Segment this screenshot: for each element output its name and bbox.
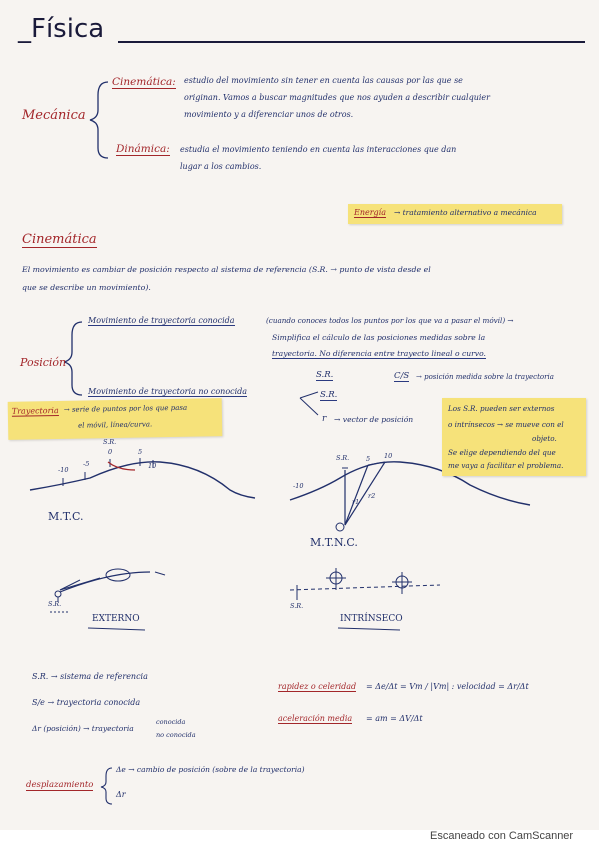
externo-caption: EXTERNO xyxy=(92,614,140,624)
sr-note-line1: Los S.R. pueden ser externos xyxy=(448,404,555,413)
desplazamiento-line1: Δe → cambio de posición (sobre de la trayectoria) xyxy=(116,765,305,774)
trayectoria-label: Trayectoria xyxy=(11,405,59,416)
trayectoria-text2: el móvil, línea/curva. xyxy=(78,420,153,430)
mtc-num-5: 5 xyxy=(138,448,143,456)
mtc-caption: M.T.C. xyxy=(48,510,84,523)
sr-note-line4: Se elige dependiendo del que xyxy=(448,448,556,457)
aceleracion-label: aceleración media xyxy=(278,714,353,723)
mecanica-label: Mecánica xyxy=(22,108,86,123)
posicion-label: Posición xyxy=(20,356,67,369)
sr-note-line5: me vaya a facilitar el problema. xyxy=(448,461,564,470)
trayectoria-text1: → serie de puntos por los que pasa xyxy=(63,403,188,414)
camscanner-footer: Escaneado con CamScanner xyxy=(430,830,574,842)
aceleracion-formula: = am = ΔV/Δt xyxy=(366,714,423,723)
ar-no-conocida: no conocida xyxy=(156,731,196,739)
cinematica-def-line2: originan. Vamos a buscar magnitudes que nos ayuden a describir cualquier xyxy=(184,93,490,102)
dinamica-def-line1: estudia el movimiento teniendo en cuenta las interacciones que dan xyxy=(180,145,457,154)
mtnc-r2: r2 xyxy=(368,492,376,500)
sc-definition: S/e → trayectoria conocida xyxy=(32,698,141,707)
cinematica-def-line1: estudio del movimiento sin tener en cuenta las causas por las que se xyxy=(184,76,463,85)
desplazamiento-line2: Δr xyxy=(116,790,126,799)
page-title: _Física xyxy=(18,14,105,44)
movimiento-def-line2: que se describe un movimiento). xyxy=(22,283,151,292)
energia-text: → tratamiento alternativo a mecánica xyxy=(394,208,537,217)
cs-label: C/S xyxy=(394,371,410,381)
ar-conocida: conocida xyxy=(156,718,186,726)
intrinseco-caption: INTRÍNSECO xyxy=(340,614,403,624)
mtc-num-0: 0 xyxy=(108,448,113,456)
trayectoria-sticky-note xyxy=(8,398,223,440)
externo-diagram xyxy=(50,569,165,612)
mtc-title: Movimiento de trayectoria conocida xyxy=(88,316,235,325)
mtc-line1: (cuando conoces todos los puntos por los que va a pasar el móvil) → xyxy=(266,316,514,325)
mtnc-r1: r1 xyxy=(352,498,360,506)
intrinseco-sr-label: S.R. xyxy=(290,602,304,610)
mtc-num-neg10: -10 xyxy=(58,466,69,474)
desplazamiento-label: desplazamiento xyxy=(26,780,94,790)
cinematica-term: Cinemática: xyxy=(112,76,176,88)
mtc-line3: trayectoria. No diferencia entre trayecto lineal o curvo. xyxy=(272,349,486,358)
rapidez-formula: = Δe/Δt = Vm / |Vm| : velocidad = Δr/Δt xyxy=(366,682,529,691)
mtnc-num-10: 10 xyxy=(384,452,393,460)
mtc-num-10: 10 xyxy=(148,462,157,470)
movimiento-def-line1: El movimiento es cambiar de posición respecto al sistema de referencia (S.R. → punto de vista desde el xyxy=(22,265,431,274)
mtc-diagram xyxy=(30,458,255,498)
title-text: Física xyxy=(31,14,105,44)
r-vector: r xyxy=(322,414,327,424)
mtnc-sr-label: S.R. xyxy=(336,454,350,462)
mtc-sr-label: S.R. xyxy=(103,438,117,446)
energia-sticky-note xyxy=(348,204,562,224)
mtc-line2: Simplifica el cálculo de las posiciones medidas sobre la xyxy=(272,333,486,342)
r-vector-text: → vector de posición xyxy=(334,415,414,424)
externo-sr-label: S.R. xyxy=(48,600,62,608)
rapidez-label: rapidez o celeridad xyxy=(278,682,357,691)
energia-label: Energía xyxy=(354,208,386,217)
sr-note-line2: o intrínsecos → se mueve con el xyxy=(448,420,564,429)
mtnc-num-5: 5 xyxy=(366,455,371,463)
mtnc-num-neg10: -10 xyxy=(293,482,304,490)
sr-label-2: S.R. xyxy=(320,390,338,400)
mtnc-caption: M.T.N.C. xyxy=(310,536,358,549)
intrinseco-diagram xyxy=(290,568,440,600)
sr-definition: S.R. → sistema de referencia xyxy=(32,672,148,681)
mtnc-title: Movimiento de trayectoria no conocida xyxy=(88,387,248,396)
sr-note-line3: objeto. xyxy=(532,434,557,443)
ar-definition: Δr (posición) → trayectoria xyxy=(32,724,134,733)
cinematica-def-line3: movimiento y a diferenciar unos de otros. xyxy=(184,110,354,119)
mtc-num-neg5: -5 xyxy=(83,460,90,468)
dinamica-def-line2: lugar a los cambios. xyxy=(180,162,262,171)
dinamica-term: Dinámica: xyxy=(116,143,170,155)
cinematica-heading: Cinemática xyxy=(22,232,97,247)
cs-text: → posición medida sobre la trayectoria xyxy=(416,373,554,381)
sr-label-1: S.R. xyxy=(316,370,334,380)
sr-sticky-note xyxy=(442,398,586,476)
